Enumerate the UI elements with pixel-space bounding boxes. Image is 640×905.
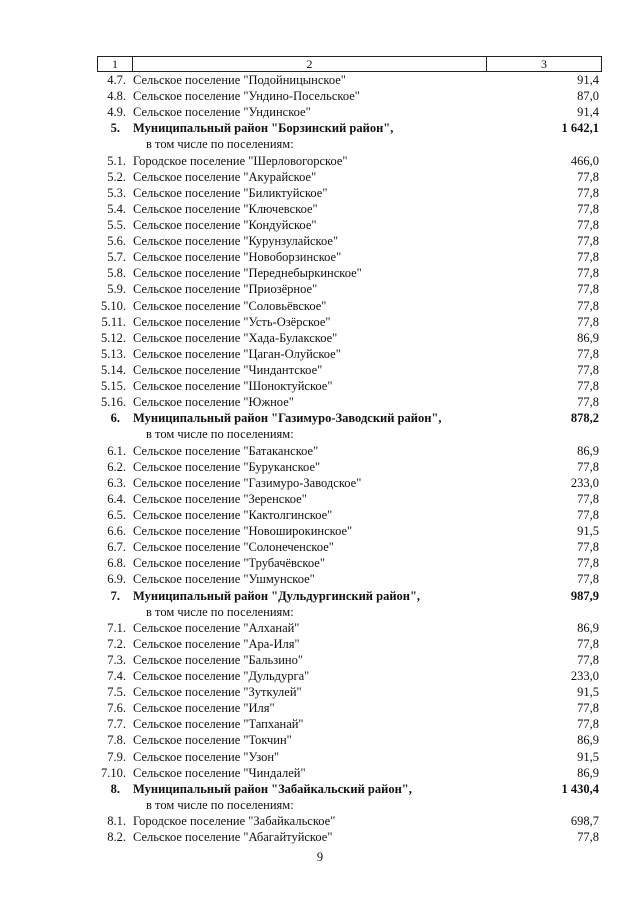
- row-name: Сельское поселение "Абагайтуйское": [133, 830, 333, 845]
- row-number: 5.3.: [107, 185, 126, 200]
- row-value: 86,9: [577, 765, 599, 780]
- row-number: 6.8.: [107, 556, 126, 571]
- row-name: Сельское поселение "Алханай": [133, 620, 300, 635]
- row-value: 878,2: [570, 411, 599, 426]
- row-number: 5.2.: [107, 169, 126, 184]
- row-value: 86,9: [577, 733, 599, 748]
- row-number: 4.7.: [107, 73, 126, 87]
- row-value: 987,9: [570, 588, 599, 603]
- row-name: Сельское поселение "Приозёрное": [133, 282, 318, 297]
- table-row: [0, 153, 640, 169]
- row-number: 5.6.: [107, 234, 126, 249]
- table-row: [0, 346, 640, 362]
- table-row: [0, 378, 640, 394]
- table-row: [0, 765, 640, 781]
- page-number: 9: [316, 850, 324, 864]
- row-name: Сельское поселение "Иля": [133, 701, 275, 716]
- district-row: [0, 120, 640, 136]
- row-name: Сельское поселение "Батаканское": [133, 443, 319, 458]
- table-row: [0, 201, 640, 217]
- row-name: Сельское поселение "Узон": [133, 749, 280, 764]
- row-name: Сельское поселение "Кондуйское": [133, 217, 317, 232]
- table-row: [0, 539, 640, 555]
- row-name: Сельское поселение "Буруканское": [133, 459, 321, 474]
- row-name: Сельское поселение "Ушмунское": [133, 572, 315, 587]
- row-number: 5.10.: [101, 298, 126, 313]
- row-value: 77,8: [577, 572, 599, 587]
- row-value: 466,0: [570, 153, 599, 168]
- row-number: 7.2.: [107, 636, 126, 651]
- table-row: [0, 362, 640, 378]
- row-name: Сельское поселение "Шоноктуйское": [133, 379, 333, 394]
- table-row: [0, 555, 640, 571]
- row-number: 6.4.: [107, 491, 126, 506]
- row-number: 5.16.: [101, 395, 126, 410]
- row-value: 77,8: [577, 395, 599, 410]
- row-number: 5.: [110, 121, 120, 136]
- row-value: 91,4: [577, 105, 599, 120]
- table-row: [0, 330, 640, 346]
- row-name: Сельское поселение "Акурайское": [133, 169, 317, 184]
- row-value: 86,9: [577, 620, 599, 635]
- table-row: [0, 491, 640, 507]
- table-row: [0, 298, 640, 314]
- header-col-1: 1: [98, 57, 133, 71]
- row-name: Сельское поселение "Соловьёвское": [133, 298, 327, 313]
- row-number: 6.3.: [107, 475, 126, 490]
- row-value: 698,7: [570, 814, 599, 829]
- row-number: 4.9.: [107, 105, 126, 120]
- district-row: [0, 410, 640, 426]
- row-name: Сельское поселение "Переднебыркинское": [133, 266, 362, 281]
- row-name: Сельское поселение "Трубачёвское": [133, 556, 325, 571]
- row-number: 5.7.: [107, 250, 126, 265]
- row-number: 7.7.: [107, 717, 126, 732]
- row-value: 233,0: [570, 475, 599, 490]
- table-row: [0, 314, 640, 330]
- row-number: 5.4.: [107, 201, 126, 216]
- row-value: 77,8: [577, 459, 599, 474]
- row-name: Муниципальный район "Дульдургинский район",: [133, 588, 421, 603]
- table-row: [0, 700, 640, 716]
- row-number: 5.8.: [107, 266, 126, 281]
- row-number: 5.12.: [101, 330, 126, 345]
- table-row: [0, 716, 640, 732]
- row-name: Сельское поселение "Чиндантское": [133, 362, 323, 377]
- row-name: Сельское поселение "Бальзино": [133, 652, 303, 667]
- header-col-3: 3: [541, 57, 547, 71]
- row-name: Сельское поселение "Солонеченское": [133, 540, 334, 555]
- row-number: 5.5.: [107, 217, 126, 232]
- row-number: 7.4.: [107, 669, 126, 684]
- row-name: в том числе по поселениям:: [146, 427, 294, 442]
- table-row: [0, 507, 640, 523]
- row-number: 4.8.: [107, 89, 126, 104]
- row-name: Муниципальный район "Забайкальский район",: [133, 781, 412, 796]
- row-number: 5.9.: [107, 282, 126, 297]
- row-number: 5.14.: [101, 362, 126, 377]
- table-row: [0, 571, 640, 587]
- row-value: 77,8: [577, 282, 599, 297]
- row-value: 77,8: [577, 540, 599, 555]
- table-row: [0, 668, 640, 684]
- row-value: 77,8: [577, 701, 599, 716]
- row-value: 77,8: [577, 717, 599, 732]
- row-name: Городское поселение "Забайкальское": [133, 814, 336, 829]
- row-number: 6.6.: [107, 524, 126, 539]
- subheading-row: [0, 136, 640, 152]
- row-name: Сельское поселение "Цаган-Олуйское": [133, 346, 341, 361]
- row-value: 77,8: [577, 830, 599, 845]
- row-number: 6.9.: [107, 572, 126, 587]
- row-number: 6.2.: [107, 459, 126, 474]
- row-number: 8.: [110, 781, 120, 796]
- row-number: 6.: [110, 411, 120, 426]
- row-name: Сельское поселение "Чиндалей": [133, 765, 306, 780]
- row-value: 77,8: [577, 169, 599, 184]
- row-name: Сельское поселение "Дульдурга": [133, 669, 310, 684]
- row-value: 77,8: [577, 234, 599, 249]
- table-row: [0, 72, 640, 88]
- row-number: 7.6.: [107, 701, 126, 716]
- row-value: 77,8: [577, 250, 599, 265]
- row-value: 77,8: [577, 362, 599, 377]
- row-name: Сельское поселение "Тапханай": [133, 717, 304, 732]
- row-name: Сельское поселение "Кактолгинское": [133, 507, 333, 522]
- table-row: [0, 249, 640, 265]
- row-value: 77,8: [577, 556, 599, 571]
- row-value: 77,8: [577, 298, 599, 313]
- row-number: 7.: [110, 588, 120, 603]
- row-name: Сельское поселение "Ара-Иля": [133, 636, 300, 651]
- row-value: 86,9: [577, 330, 599, 345]
- row-name: Сельское поселение "Зуткулей": [133, 685, 302, 700]
- row-number: 5.11.: [101, 314, 126, 329]
- row-number: 8.2.: [107, 830, 126, 845]
- row-name: Сельское поселение "Усть-Озёрское": [133, 314, 331, 329]
- row-name: Сельское поселение "Курунзулайское": [133, 234, 339, 249]
- row-name: Сельское поселение "Токчин": [133, 733, 292, 748]
- row-value: 77,8: [577, 636, 599, 651]
- row-name: Муниципальный район "Газимуро-Заводский район",: [133, 411, 442, 426]
- row-value: 91,5: [577, 749, 599, 764]
- row-name: Сельское поселение "Южное": [133, 395, 294, 410]
- row-value: 77,8: [577, 507, 599, 522]
- row-value: 1 642,1: [561, 121, 599, 136]
- row-value: 87,0: [577, 89, 599, 104]
- table-row: [0, 394, 640, 410]
- subheading-row: [0, 426, 640, 442]
- table-row: [0, 459, 640, 475]
- row-name: Городское поселение "Шерловогорское": [133, 153, 348, 168]
- row-number: 6.5.: [107, 507, 126, 522]
- table-row: [0, 169, 640, 185]
- row-value: 233,0: [570, 669, 599, 684]
- row-number: 7.3.: [107, 652, 126, 667]
- table-row: [0, 475, 640, 491]
- row-value: 77,8: [577, 266, 599, 281]
- row-name: Сельское поселение "Новоборзинское": [133, 250, 342, 265]
- row-number: 7.5.: [107, 685, 126, 700]
- table-row: [0, 104, 640, 120]
- district-row: [0, 781, 640, 797]
- row-number: 7.10.: [101, 765, 126, 780]
- table-row: [0, 829, 640, 845]
- table-row: [0, 684, 640, 700]
- table-row: [0, 636, 640, 652]
- table-row: [0, 443, 640, 459]
- row-value: 77,8: [577, 652, 599, 667]
- row-value: 77,8: [577, 314, 599, 329]
- row-value: 77,8: [577, 346, 599, 361]
- row-name: Сельское поселение "Подойницынское": [133, 73, 346, 87]
- row-number: 6.1.: [107, 443, 126, 458]
- district-row: [0, 588, 640, 604]
- table-row: [0, 217, 640, 233]
- row-value: 77,8: [577, 185, 599, 200]
- subheading-row: [0, 797, 640, 813]
- row-name: Сельское поселение "Ключевское": [133, 201, 318, 216]
- row-name: в том числе по поселениям:: [146, 604, 294, 619]
- row-number: 5.15.: [101, 379, 126, 394]
- row-value: 1 430,4: [561, 781, 599, 796]
- table-row: [0, 265, 640, 281]
- table-row: [0, 88, 640, 104]
- table-row: [0, 620, 640, 636]
- row-name: Сельское поселение "Биликтуйское": [133, 185, 328, 200]
- row-name: Сельское поселение "Зеренское": [133, 491, 307, 506]
- row-number: 6.7.: [107, 540, 126, 555]
- subheading-row: [0, 604, 640, 620]
- table-row: [0, 185, 640, 201]
- row-name: в том числе по поселениям:: [146, 797, 294, 812]
- row-name: Сельское поселение "Хада-Булакское": [133, 330, 338, 345]
- row-number: 7.8.: [107, 733, 126, 748]
- row-number: 5.13.: [101, 346, 126, 361]
- row-name: Сельское поселение "Новоширокинское": [133, 524, 353, 539]
- table-row: [0, 749, 640, 765]
- table-header: [97, 56, 602, 72]
- row-name: Сельское поселение "Ундино-Посельское": [133, 89, 360, 104]
- row-value: 77,8: [577, 201, 599, 216]
- header-col-2: 2: [133, 57, 487, 71]
- row-number: 7.1.: [107, 620, 126, 635]
- row-value: 86,9: [577, 443, 599, 458]
- row-name: Сельское поселение "Ундинское": [133, 105, 311, 120]
- table-row: [0, 652, 640, 668]
- table-row: [0, 281, 640, 297]
- table-row: [0, 732, 640, 748]
- row-name: в том числе по поселениям:: [146, 137, 294, 152]
- row-number: 5.1.: [107, 153, 126, 168]
- table-row: [0, 233, 640, 249]
- row-value: 91,4: [577, 73, 599, 87]
- row-value: 91,5: [577, 685, 599, 700]
- row-value: 77,8: [577, 379, 599, 394]
- row-value: 77,8: [577, 491, 599, 506]
- row-number: 7.9.: [107, 749, 126, 764]
- table-row: [0, 523, 640, 539]
- row-value: 77,8: [577, 217, 599, 232]
- row-name: Муниципальный район "Борзинский район",: [133, 121, 394, 136]
- table-row: [0, 813, 640, 829]
- row-number: 8.1.: [107, 814, 126, 829]
- table-body: [0, 72, 640, 845]
- row-name: Сельское поселение "Газимуро-Заводское": [133, 475, 362, 490]
- row-value: 91,5: [577, 524, 599, 539]
